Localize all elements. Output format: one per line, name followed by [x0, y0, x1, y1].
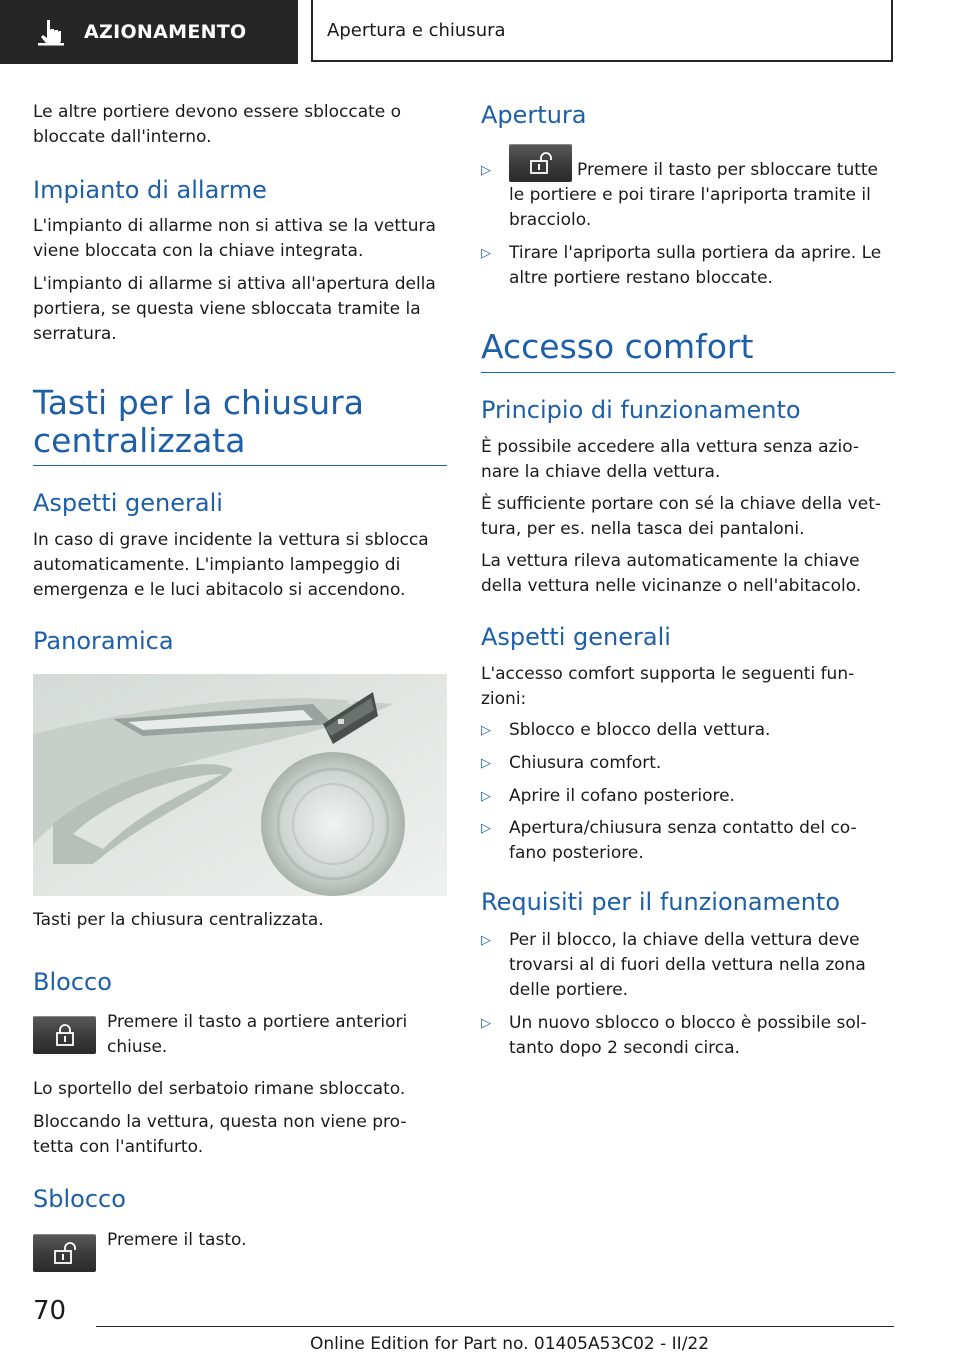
text-line: È possibile accedere alla vettura senza azio-	[481, 437, 860, 457]
text-line: bracciolo.	[509, 210, 592, 230]
list-item-text	[509, 816, 857, 866]
text-line: tetta con l'antifurto.	[33, 1137, 204, 1157]
page-number: 70	[33, 1296, 67, 1326]
text-line: Apertura/chiusura senza contatto del co-	[509, 818, 857, 838]
comfort-access-heading: Accesso comfort	[481, 327, 754, 366]
text-line: Tirare l'apriporta sulla portiera da aprire. Le	[509, 243, 882, 263]
comfort-general-heading: Aspetti generali	[481, 623, 671, 651]
lock-button-image	[33, 1016, 96, 1054]
text-line: L'impianto di allarme non si attiva se la vettura	[33, 216, 436, 236]
text-line: La vettura rileva automaticamente la chiave	[481, 551, 860, 571]
bullet-arrow-icon: ▷	[481, 1016, 491, 1031]
alarm-paragraph-2	[33, 272, 436, 347]
edition-line: Online Edition for Part no. 01405A53C02 - II/22	[310, 1334, 710, 1354]
section-tab	[0, 0, 298, 64]
text-line: viene bloccata con la chiave integrata.	[33, 241, 364, 261]
list-item	[481, 718, 895, 743]
text-line: bloccate dall'interno.	[33, 127, 212, 147]
list-item-text: Sblocco e blocco della vettura.	[509, 720, 771, 740]
heading-rule	[481, 372, 895, 373]
photo-caption: Tasti per la chiusura centralizzata.	[33, 910, 324, 930]
footer-rule	[96, 1326, 894, 1327]
unlock-instruction: Premere il tasto.	[107, 1230, 247, 1250]
text-line: fano posteriore.	[509, 843, 644, 863]
text-line: L'accesso comfort supporta le seguenti fun-	[481, 664, 855, 684]
door-panel-illustration	[33, 674, 447, 896]
lock-instruction	[107, 1010, 407, 1060]
text-line: le portiere e poi tirare l'apriporta tramite il	[509, 185, 871, 205]
chapter-tab	[311, 0, 893, 62]
unlock-button-image	[509, 144, 572, 182]
list-item-text: Aprire il cofano posteriore.	[509, 786, 735, 806]
text-line: delle portiere.	[509, 980, 629, 1000]
principle-heading: Principio di funzionamento	[481, 396, 801, 424]
lock-paragraph-1: Lo sportello del serbatoio rimane sbloccato.	[33, 1079, 406, 1099]
alarm-paragraph-1	[33, 214, 436, 264]
lock-heading: Blocco	[33, 968, 112, 996]
chapter-title: Apertura e chiusura	[327, 19, 506, 41]
principle-paragraph-2	[481, 492, 881, 542]
opening-heading: Apertura	[481, 101, 587, 129]
lock-open-icon	[53, 1242, 77, 1264]
text-line: Bloccando la vettura, questa non viene pro-	[33, 1112, 407, 1132]
bullet-arrow-icon: ▷	[481, 723, 491, 738]
list-item	[481, 816, 895, 866]
text-line: È sufficiente portare con sé la chiave della vet-	[481, 494, 881, 514]
comfort-general-paragraph	[481, 662, 854, 712]
list-item	[481, 928, 895, 1003]
lock-paragraph-2	[33, 1110, 407, 1160]
lock-closed-icon	[53, 1024, 77, 1046]
section-title: AZIONAMENTO	[84, 21, 247, 43]
bullet-arrow-icon: ▷	[481, 933, 491, 948]
text-line: zioni:	[481, 689, 527, 709]
list-item-text	[509, 241, 881, 291]
door-panel-photo	[33, 674, 447, 896]
text-line: automaticamente. L'impianto lampeggio di	[33, 555, 401, 575]
text-line: della vettura nelle vicinanze o nell'abitacolo.	[481, 576, 862, 596]
text-line: Per il blocco, la chiave della vettura deve	[509, 930, 860, 950]
list-item	[481, 241, 895, 291]
requirements-heading: Requisiti per il funzionamento	[481, 888, 841, 916]
general-heading: Aspetti generali	[33, 489, 223, 517]
text-line: Le altre portiere devono essere sbloccate o	[33, 102, 402, 122]
text-line: emergenza e le luci abitacolo si accendono.	[33, 580, 406, 600]
lock-open-icon	[529, 152, 553, 174]
text-line: tura, per es. nella tasca dei pantaloni.	[481, 519, 805, 539]
overview-heading: Panoramica	[33, 627, 174, 655]
text-line: altre portiere restano bloccate.	[509, 268, 773, 288]
text-line: chiuse.	[107, 1037, 168, 1057]
hand-pointer-icon	[36, 17, 66, 47]
bullet-arrow-icon: ▷	[481, 163, 491, 178]
intro-paragraph	[33, 100, 401, 150]
alarm-heading: Impianto di allarme	[33, 176, 267, 204]
bullet-arrow-icon: ▷	[481, 821, 491, 836]
text-line: Un nuovo sblocco o blocco è possibile sol-	[509, 1013, 867, 1033]
text-line: L'impianto di allarme si attiva all'apertura della	[33, 274, 436, 294]
central-locking-heading	[33, 384, 364, 460]
list-item-text	[509, 1011, 867, 1061]
text-line: tanto dopo 2 secondi circa.	[509, 1038, 740, 1058]
general-paragraph	[33, 528, 429, 603]
unlock-heading: Sblocco	[33, 1185, 126, 1213]
bullet-arrow-icon: ▷	[481, 789, 491, 804]
list-item	[481, 158, 895, 238]
text-line: trovarsi al di fuori della vettura nella zona	[509, 955, 866, 975]
principle-paragraph-3	[481, 549, 861, 599]
heading-line: Tasti per la chiusura	[33, 383, 364, 422]
bullet-arrow-icon: ▷	[481, 756, 491, 771]
text-line: In caso di grave incidente la vettura si sblocca	[33, 530, 429, 550]
list-item	[481, 784, 895, 809]
heading-line: centralizzata	[33, 421, 246, 460]
principle-paragraph-1	[481, 435, 859, 485]
text-line: Premere il tasto a portiere anteriori	[107, 1012, 408, 1032]
bullet-arrow-icon: ▷	[481, 246, 491, 261]
text-line: nare la chiave della vettura.	[481, 462, 721, 482]
heading-rule	[33, 465, 447, 466]
text-line: Premere il tasto per sbloccare tutte	[577, 160, 879, 180]
text-line: serratura.	[33, 324, 117, 344]
unlock-button-image	[33, 1234, 96, 1272]
text-line: portiera, se questa viene sbloccata tramite la	[33, 299, 421, 319]
list-item	[481, 751, 895, 776]
list-item-text	[509, 928, 866, 1003]
list-item-text: Chiusura comfort.	[509, 753, 662, 773]
list-item	[481, 1011, 895, 1061]
